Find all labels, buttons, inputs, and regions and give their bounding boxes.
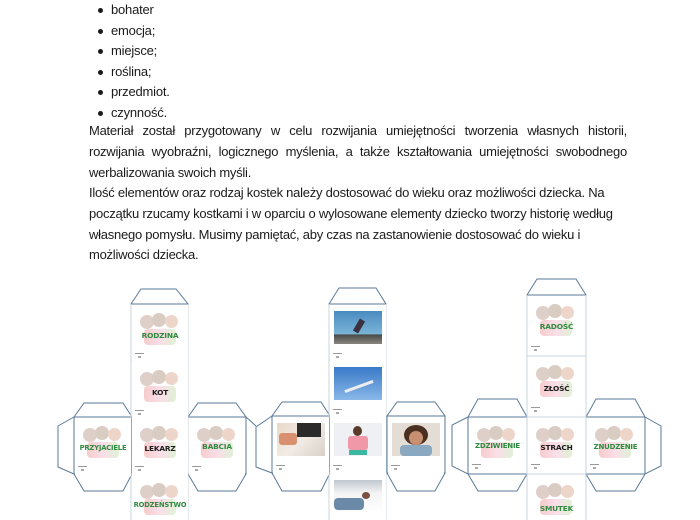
- watermark: [531, 407, 541, 412]
- die-face-top2: [330, 361, 386, 418]
- children-illustration: [138, 481, 182, 517]
- watermark: [531, 464, 541, 469]
- face-label: ZNUDZENIE: [593, 443, 638, 451]
- watermark: [135, 410, 145, 415]
- face-label: RODZINA: [141, 331, 179, 340]
- photo-writing-at-laptop: [277, 423, 325, 456]
- watermark: [472, 464, 482, 469]
- watermark: [590, 464, 600, 469]
- face-label: BABCIA: [202, 442, 232, 451]
- watermark: [192, 466, 202, 471]
- watermark: [78, 466, 88, 471]
- die-face-left: [75, 418, 131, 475]
- watermark: [135, 353, 145, 358]
- face-label: ZDZIWIENIE: [475, 442, 520, 450]
- children-illustration: [138, 424, 182, 460]
- face-label: SMUTEK: [539, 504, 574, 513]
- die-face-center: [132, 418, 188, 475]
- photo-laughing-man: [334, 423, 382, 456]
- face-label: PRZYJACIELE: [79, 444, 127, 452]
- watermark: [531, 346, 541, 351]
- face-label: RADOŚĆ: [539, 322, 574, 331]
- list-item: czynność.: [98, 103, 170, 124]
- watermark: [333, 409, 343, 414]
- die-face-top1: [330, 305, 386, 362]
- photo-screaming-woman: [392, 423, 440, 456]
- die-face-left: [469, 418, 526, 473]
- action-photo-die-net: [252, 285, 452, 520]
- list-item: bohater: [98, 0, 170, 21]
- list-item: przedmiot.: [98, 82, 170, 103]
- die-face-top2: [528, 357, 585, 416]
- children-illustration: [534, 363, 578, 399]
- photo-seagull: [334, 367, 382, 400]
- emotion-die-net: [450, 278, 665, 520]
- die-face-center: [528, 418, 585, 473]
- watermark: [391, 465, 401, 470]
- die-face-right: [388, 417, 444, 474]
- die-face-center: [330, 417, 386, 474]
- story-elements-list: [98, 0, 170, 124]
- face-label: STRACH: [540, 443, 573, 452]
- die-face-bottom: [330, 474, 386, 520]
- die-face-top1: [132, 305, 188, 362]
- children-illustration: [138, 368, 182, 404]
- children-illustration: [534, 302, 578, 338]
- die-face-right: [189, 418, 245, 475]
- die-face-right: [587, 418, 644, 473]
- watermark: [276, 465, 286, 470]
- photo-sleeping-woman: [334, 480, 382, 513]
- die-face-bottom: [132, 475, 188, 520]
- face-label: KOT: [151, 388, 169, 397]
- purpose-paragraph: Materiał został przygotowany w celu rozwijania umiejętności tworzenia własnych historii, rozwijania wyobraźni, logicznego myślenia, a także kształtowania umiejętności swobodnego werbalizowania swoich myśli.: [89, 123, 627, 180]
- children-illustration: [81, 424, 125, 460]
- list-item: roślina;: [98, 62, 170, 83]
- children-illustration: [138, 311, 182, 347]
- list-item: miejsce;: [98, 41, 170, 62]
- die-face-left: [273, 417, 329, 474]
- hero-die-net: [56, 287, 256, 520]
- face-label: ZŁOŚĆ: [543, 384, 570, 393]
- photo-running-person: [334, 311, 382, 344]
- face-label: RODZEŃSTWO: [133, 501, 187, 509]
- list-item: emocja;: [98, 21, 170, 42]
- watermark: [135, 466, 145, 471]
- die-face-top1: [528, 296, 585, 355]
- die-face-bottom: [528, 475, 585, 520]
- die-face-top2: [132, 362, 188, 419]
- instructions-paragraph: Ilość elementów oraz rodzaj kostek należy dostosować do wieku oraz możliwości dziecka. Na początku rzucamy kostkami i w oparciu o wylosowane elementy dziecko tworzy historię według własnego pomysłu. Musimy pamiętać, aby czas na zastanowienie dostosować do wieku i możliwości dziecka.: [89, 185, 613, 263]
- children-illustration: [593, 424, 637, 460]
- children-illustration: [534, 424, 578, 460]
- watermark: [333, 465, 343, 470]
- watermark: [333, 353, 343, 358]
- face-label: LEKARZ: [144, 444, 176, 453]
